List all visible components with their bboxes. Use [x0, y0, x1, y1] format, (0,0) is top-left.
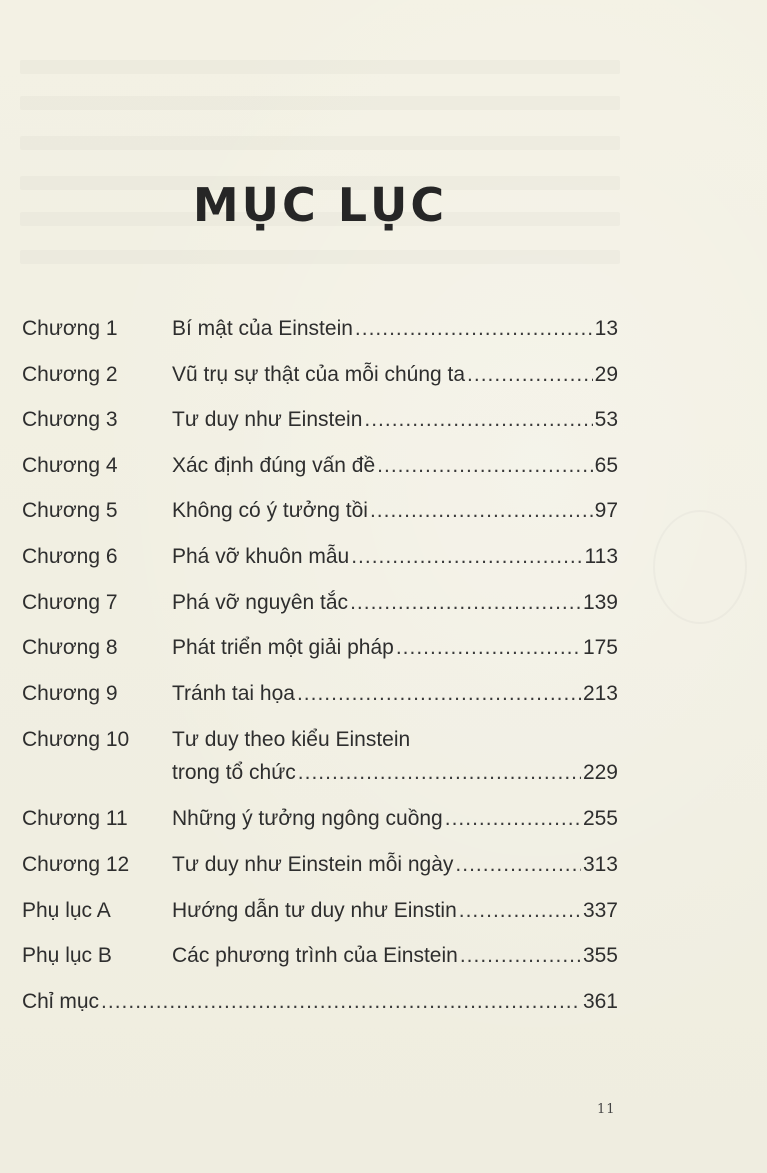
chapter-label: Chương 6: [22, 545, 118, 568]
toc-row[interactable]: [22, 721, 618, 751]
toc-entry: [172, 500, 618, 521]
dot-leader: [297, 683, 581, 704]
entry-title: Xác định đúng vấn đề: [172, 454, 376, 477]
appendix-label: Phụ lục A: [22, 899, 111, 922]
chapter-label: Chương 4: [22, 454, 118, 477]
toc-row[interactable]: [22, 846, 618, 876]
dot-leader: [455, 854, 581, 875]
page-number: 255: [582, 807, 618, 830]
entry-title: Phá vỡ nguyên tắc: [172, 591, 349, 614]
toc-row-continuation[interactable]: [22, 754, 618, 784]
bleed-through-line: [20, 136, 620, 150]
chapter-label: Chương 8: [22, 636, 118, 659]
toc-row[interactable]: [22, 937, 618, 967]
page-number: 13: [594, 317, 618, 340]
page-number: 355: [582, 944, 618, 967]
dot-leader: [445, 808, 581, 829]
toc-row[interactable]: [22, 492, 618, 522]
entry-title: Tránh tai họa: [172, 682, 295, 705]
entry-title: Phá vỡ khuôn mẫu: [172, 545, 350, 568]
toc-entry: [172, 900, 618, 921]
entry-title: Chỉ mục: [22, 990, 100, 1013]
entry-title: Bí mật của Einstein: [172, 317, 353, 340]
page-number: 97: [594, 499, 618, 522]
chapter-label: Chương 9: [22, 682, 118, 705]
chapter-label: Chương 2: [22, 363, 118, 386]
bleed-through-line: [20, 60, 620, 74]
page-number: 337: [582, 899, 618, 922]
toc-entry-index: [22, 991, 618, 1012]
entry-title: Phát triển một giải pháp: [172, 636, 394, 659]
dot-leader: [298, 762, 581, 783]
entry-title: Không có ý tưởng tồi: [172, 499, 368, 522]
page-number: 29: [594, 363, 618, 386]
page-number: 53: [594, 408, 618, 431]
appendix-label: Phụ lục B: [22, 944, 112, 967]
toc-entry: [172, 945, 618, 966]
toc-row[interactable]: [22, 892, 618, 922]
page-number: 361: [582, 990, 618, 1013]
entry-title: Các phương trình của Einstein: [172, 944, 458, 967]
chapter-label: Chương 3: [22, 408, 118, 431]
page-number: 313: [582, 853, 618, 876]
dot-leader: [350, 592, 581, 613]
toc-entry: [172, 318, 618, 339]
toc-entry: [172, 364, 618, 385]
toc-row[interactable]: [22, 584, 618, 614]
dot-leader: [396, 637, 581, 658]
toc-entry: [172, 808, 618, 829]
dot-leader: [460, 945, 581, 966]
dot-leader: [355, 318, 593, 339]
dot-leader: [101, 991, 581, 1012]
toc-entry: [172, 854, 618, 875]
page-number: 139: [582, 591, 618, 614]
dot-leader: [370, 500, 593, 521]
toc-row[interactable]: [22, 447, 618, 477]
page-number: 65: [594, 454, 618, 477]
dot-leader: [467, 364, 593, 385]
entry-title: Tư duy như Einstein: [172, 408, 363, 431]
toc-entry: [172, 409, 618, 430]
toc-row[interactable]: [22, 538, 618, 568]
bleed-through-line: [20, 250, 620, 264]
chapter-label: Chương 1: [22, 317, 118, 340]
toc-row[interactable]: [22, 401, 618, 431]
page-title: MỤC LỤC: [192, 178, 448, 232]
dot-leader: [364, 409, 592, 430]
bleed-through-line: [20, 96, 620, 110]
entry-title: Vũ trụ sự thật của mỗi chúng ta: [172, 363, 466, 386]
toc-row[interactable]: [22, 800, 618, 830]
entry-title-line1: Tư duy theo kiểu Einstein: [172, 728, 411, 751]
chapter-label: Chương 12: [22, 853, 130, 876]
entry-title: Tư duy như Einstein mỗi ngày: [172, 853, 454, 876]
page-number: 213: [582, 682, 618, 705]
chapter-label: Chương 10: [22, 728, 130, 751]
dot-leader: [351, 546, 582, 567]
page-number: 113: [584, 545, 618, 568]
bleed-through-ornament: [653, 510, 747, 624]
toc-row[interactable]: [22, 983, 618, 1013]
toc-entry: [172, 683, 618, 704]
toc-row[interactable]: [22, 356, 618, 386]
toc-entry: [172, 637, 618, 658]
toc-row[interactable]: [22, 675, 618, 705]
chapter-label: Chương 11: [22, 807, 128, 830]
toc-entry: [172, 592, 618, 613]
entry-title: Hướng dẫn tư duy như Einstin: [172, 899, 457, 922]
toc-entry: [172, 762, 618, 783]
folio-page-number: 11: [597, 1102, 616, 1117]
dot-leader: [459, 900, 581, 921]
page-number: 175: [582, 636, 618, 659]
entry-title: trong tổ chức: [172, 761, 296, 784]
dot-leader: [377, 455, 592, 476]
toc-entry: [172, 455, 618, 476]
entry-title: Những ý tưởng ngông cuồng: [172, 807, 443, 830]
page-number: 229: [582, 761, 618, 784]
toc-row[interactable]: [22, 310, 618, 340]
toc-entry: [172, 546, 618, 567]
chapter-label: Chương 7: [22, 591, 118, 614]
toc-row[interactable]: [22, 629, 618, 659]
chapter-label: Chương 5: [22, 499, 118, 522]
